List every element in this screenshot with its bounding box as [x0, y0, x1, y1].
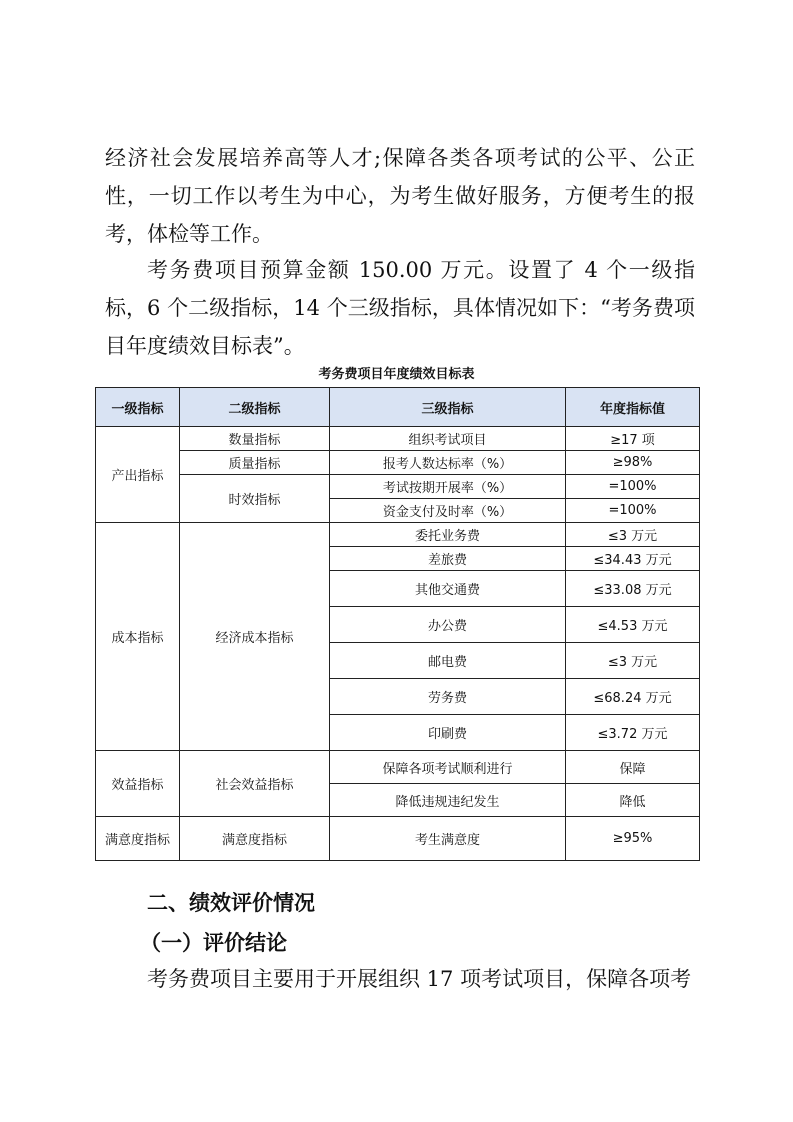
header-annual-value: 年度指标值 — [566, 388, 700, 427]
value-cell: ≤3 万元 — [566, 523, 700, 547]
level2-cell: 满意度指标 — [180, 817, 330, 861]
value-cell: =100% — [566, 475, 700, 499]
level3-cell: 办公费 — [330, 607, 566, 643]
header-level2: 二级指标 — [180, 388, 330, 427]
level3-cell: 其他交通费 — [330, 571, 566, 607]
level3-cell: 印刷费 — [330, 715, 566, 751]
level3-cell: 考试按期开展率（%） — [330, 475, 566, 499]
value-cell: ≤33.08 万元 — [566, 571, 700, 607]
performance-target-table — [95, 387, 700, 861]
value-cell: ≥98% — [566, 451, 700, 475]
table-row — [96, 523, 700, 547]
intro-paragraph-2: 考务费项目预算金额 150.00 万元。设置了 4 个一级指标，6 个二级指标，14 个三级指标，具体情况如下：“考务费项目年度绩效目标表”。 — [105, 258, 695, 358]
level3-cell: 降低违规违纪发生 — [330, 784, 566, 817]
table-row — [96, 475, 700, 499]
level2-cell: 时效指标 — [180, 475, 330, 523]
level3-cell: 组织考试项目 — [330, 427, 566, 451]
value-cell: ≤4.53 万元 — [566, 607, 700, 643]
value-cell: ≤3.72 万元 — [566, 715, 700, 751]
section-heading: 二、绩效评价情况 — [147, 891, 315, 915]
level1-cell: 成本指标 — [96, 523, 180, 751]
table-row — [96, 427, 700, 451]
value-cell: 降低 — [566, 784, 700, 817]
level3-cell: 保障各项考试顺利进行 — [330, 751, 566, 784]
level3-cell: 考生满意度 — [330, 817, 566, 861]
value-cell: =100% — [566, 499, 700, 523]
level2-cell: 经济成本指标 — [180, 523, 330, 751]
value-cell: ≥17 项 — [566, 427, 700, 451]
intro-paragraph-1: 经济社会发展培养高等人才;保障各类各项考试的公平、公正性，一切工作以考生为中心，为考生做好服务，方便考生的报考，体检等工作。 — [105, 146, 695, 246]
level3-cell: 报考人数达标率（%） — [330, 451, 566, 475]
table-row — [96, 751, 700, 784]
value-cell: 保障 — [566, 751, 700, 784]
level2-cell: 数量指标 — [180, 427, 330, 451]
level1-cell: 效益指标 — [96, 751, 180, 817]
table-row — [96, 451, 700, 475]
level3-cell: 劳务费 — [330, 679, 566, 715]
value-cell: ≤3 万元 — [566, 643, 700, 679]
level3-cell: 资金支付及时率（%） — [330, 499, 566, 523]
level1-cell: 满意度指标 — [96, 817, 180, 861]
header-level3: 三级指标 — [330, 388, 566, 427]
level3-cell: 委托业务费 — [330, 523, 566, 547]
value-cell: ≥95% — [566, 817, 700, 861]
level3-cell: 邮电费 — [330, 643, 566, 679]
level3-cell: 差旅费 — [330, 547, 566, 571]
level2-cell: 质量指标 — [180, 451, 330, 475]
table-row — [96, 817, 700, 861]
subsection-heading: （一）评价结论 — [140, 930, 287, 955]
level1-cell: 产出指标 — [96, 427, 180, 523]
value-cell: ≤34.43 万元 — [566, 547, 700, 571]
value-cell: ≤68.24 万元 — [566, 679, 700, 715]
header-level1: 一级指标 — [96, 388, 180, 427]
table-header-row — [96, 388, 700, 427]
level2-cell: 社会效益指标 — [180, 751, 330, 817]
conclusion-paragraph: 考务费项目主要用于开展组织 17 项考试项目，保障各项考 — [147, 967, 692, 991]
table-caption: 考务费项目年度绩效目标表 — [318, 367, 475, 382]
